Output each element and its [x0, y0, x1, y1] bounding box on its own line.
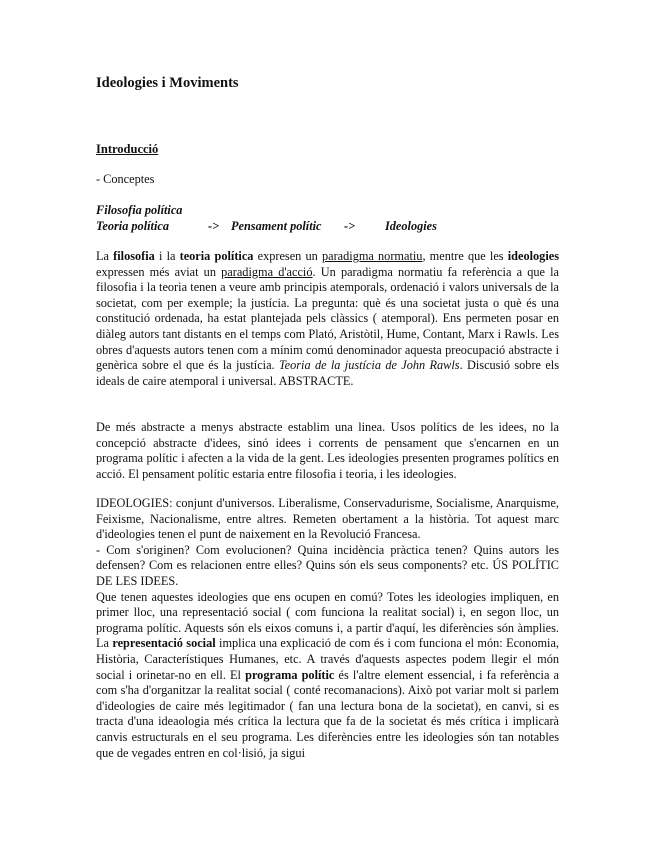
chain-item-theory: Teoria política [96, 219, 169, 233]
text-run: . Un paradigma normatiu fa referència a que la filosofia i la teoria tenen a veure amb principis atemporals, ordenació i valors universals de la societat, com per exemple; la justícia. La pregunta: què és una societat justa o què és una constitució ordenada, ha estat plantejada pels clàssics ( atemporal). Ens permeten posar en diàleg autors tant distants en el temps com Plató, Aristòtil, Hume, Contant, Marx i Rawls. Les obres d'aquests autors tenen com a mínim comú denominador aquesta preocupació abstracte i genèrica sobre el que és la justícia. [96, 264, 559, 373]
text-run: La [96, 249, 114, 263]
paragraph-abstraction: De més abstracte a menys abstracte establim una linea. Usos polítics de les idees, no la concepció abstracte d'idees, sinó idees i corrents de pensament que s'encarnen en un programa polític i afecten a la vida de la gent. Les ideologies presenten programes polítics en acció. El pensament polític estaria entre filosofia i teoria, i les ideologies. [96, 420, 559, 481]
concepts-item: - Conceptes [96, 172, 155, 186]
paragraph-paradigms [96, 249, 559, 389]
chain-arrow: -> [208, 219, 220, 233]
paragraph-ideologies [96, 496, 559, 761]
bold-term: ideologies [507, 249, 559, 263]
section-heading: Introducció [96, 142, 159, 156]
text-run: és l'altre element essencial, i fa referència a com s'ha d'organitzar la realitat social ( conté recomanacions). Això pot variar molt si parlem d'ideologies de caire més legitimador ( fan una lectura bona de la societat), en canvi, si es tracta d'una ideaologia més crítica la lectura que fa de la societat és més crítica i implicarà canvis estructurals en el seu programa. Les diferències entre les ideologies són tan notables que de vegades entren en col·lisió, ja sigui [96, 667, 560, 760]
text-run: expressen més aviat un [96, 264, 222, 279]
philosophy-label: Filosofia política [96, 203, 183, 217]
text-run: Que tenen aquestes ideologies que ens ocupen en comú? Totes les ideologies impliquen, en primer lloc, una representació social ( com funciona la realitat social) i, en segon lloc, un programa polític. Aquests són els eixos comuns i, a partir d'aquí, les diferències són àmplies. La [96, 589, 559, 651]
bold-term: filosofia [113, 249, 155, 263]
ideologies-questions: - Com s'originen? Com evolucionen? Quina incidència pràctica tenen? Quins autors les defensen? Com es relacionen entre elles? Quins són els seus components? etc. ÚS POLÍTIC DE LES IDEES. [96, 542, 559, 588]
ideologies-intro: IDEOLOGIES: conjunt d'universos. Liberalisme, Conservadurisme, Socialisme, Anarquisme, Feixisme, Nacionalisme, entre altres. Remeten obertament a la història. Tot aquest marc d'ideologies tenen el punt de naixement en la Revolució Francesa. [96, 496, 559, 542]
underlined-term: paradigma normatiu [321, 249, 423, 263]
text-run: i la [154, 249, 180, 263]
italic-title: Teoria de la justícia de John Rawls [278, 358, 460, 373]
bold-term: teoria política [179, 249, 254, 263]
chain-arrow: -> [344, 219, 356, 233]
underlined-term: paradigma d'acció [221, 264, 313, 279]
concept-chain [96, 219, 437, 235]
chain-item-ideologies: Ideologies [385, 219, 437, 233]
bold-term: representació social [112, 636, 216, 651]
document-title: Ideologies i Moviments [96, 75, 239, 91]
chain-item-thought: Pensament polític [231, 219, 322, 233]
ideologies-common [96, 590, 559, 762]
text-run: implica una explicació de com és i com funciona el món: Economia, Història, Característiques Humanes, etc. A través d'aquests aspectes podem llegir el món social i orinetar-no en ell. El [96, 636, 559, 682]
text-run: , mentre que les [422, 249, 508, 263]
text-run: expresen un [253, 249, 322, 263]
text-run: . Discusió sobre els ideals de caire atemporal i universal. ABSTRACTE. [96, 358, 559, 388]
bold-term: programa polític [245, 667, 335, 682]
